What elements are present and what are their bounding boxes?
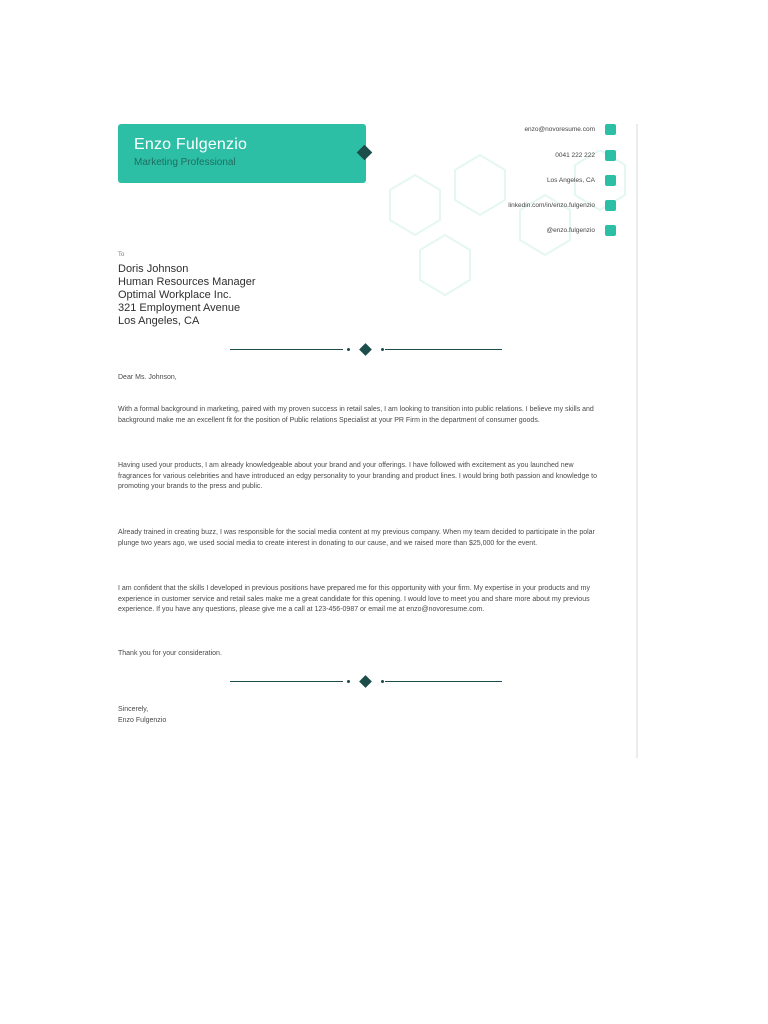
twitter-icon	[605, 225, 616, 236]
recipient-name: Doris Johnson	[118, 263, 189, 275]
phone-icon	[605, 150, 616, 161]
email-icon	[605, 124, 616, 135]
thanks-line: Thank you for your consideration.	[118, 650, 222, 657]
diamond-icon	[359, 343, 372, 356]
applicant-name: Enzo Fulgenzio	[134, 136, 248, 153]
recipient-company: Optimal Workplace Inc.	[118, 289, 232, 301]
contact-phone[interactable]	[555, 148, 616, 162]
paragraph-3: Already trained in creating buzz, I was responsible for the social media content at my previous company. When my team decided to participate in the polar plunge two years ago, we used social media to create interest in donating to our cause, and we raised more than $25,000 for the event.	[118, 529, 595, 547]
recipient-city: Los Angeles, CA	[118, 315, 200, 327]
recipient-position: Human Resources Manager	[118, 276, 256, 288]
header-banner	[118, 124, 366, 183]
signature: Enzo Fulgenzio	[118, 717, 167, 724]
greeting: Dear Ms. Johnson,	[118, 374, 177, 381]
contact-twitter-text: @enzo.fulgenzio	[546, 226, 595, 234]
divider-bottom	[230, 677, 502, 687]
contact-phone-text: 0041 222 222	[555, 151, 595, 159]
applicant-title: Marketing Professional	[134, 157, 236, 168]
page-edge	[636, 124, 638, 758]
contact-linkedin-text: linkedin.com/in/enzo.fulgenzio	[508, 201, 595, 209]
contact-twitter[interactable]	[546, 223, 616, 237]
recipient-street: 321 Employment Avenue	[118, 302, 241, 314]
to-label: To	[118, 252, 125, 258]
contact-location	[547, 173, 616, 187]
paragraph-4: I am confident that the skills I developed in previous positions have prepared me for this opportunity with your firm. My expertise in your products and my experience in customer service and retail sales make me a great candidate for this opening. I would love to meet you and share more about my previous experience. If you have any questions, please give me a call at 123-456-0987 or email me at enzo@novoresume.com.	[118, 585, 590, 613]
linkedin-icon	[605, 200, 616, 211]
paragraph-1: With a formal background in marketing, paired with my proven success in retail sales, I am looking to transition into public relations. I believe my skills and background make me an excellent fit for the position of Public relations Specialist at your PR Firm in the department of consumer goods.	[118, 406, 594, 424]
paragraph-2: Having used your products, I am already knowledgeable about your brand and your offerings. I have followed with excitement as you launched new fragrances for various celebrities and have introduced an edgy personality to your branding and product lines. I would bring both passion and knowledge to promoting your brands to the press and public.	[118, 462, 598, 490]
divider-top	[230, 345, 502, 355]
diamond-icon	[359, 675, 372, 688]
contact-email-text: enzo@novoresume.com	[524, 125, 595, 133]
location-icon	[605, 175, 616, 186]
recipient-block	[118, 263, 256, 328]
contact-linkedin[interactable]	[508, 198, 616, 212]
contact-location-text: Los Angeles, CA	[546, 176, 595, 184]
contact-email[interactable]	[524, 122, 616, 136]
signoff: Sincerely,	[118, 706, 149, 713]
